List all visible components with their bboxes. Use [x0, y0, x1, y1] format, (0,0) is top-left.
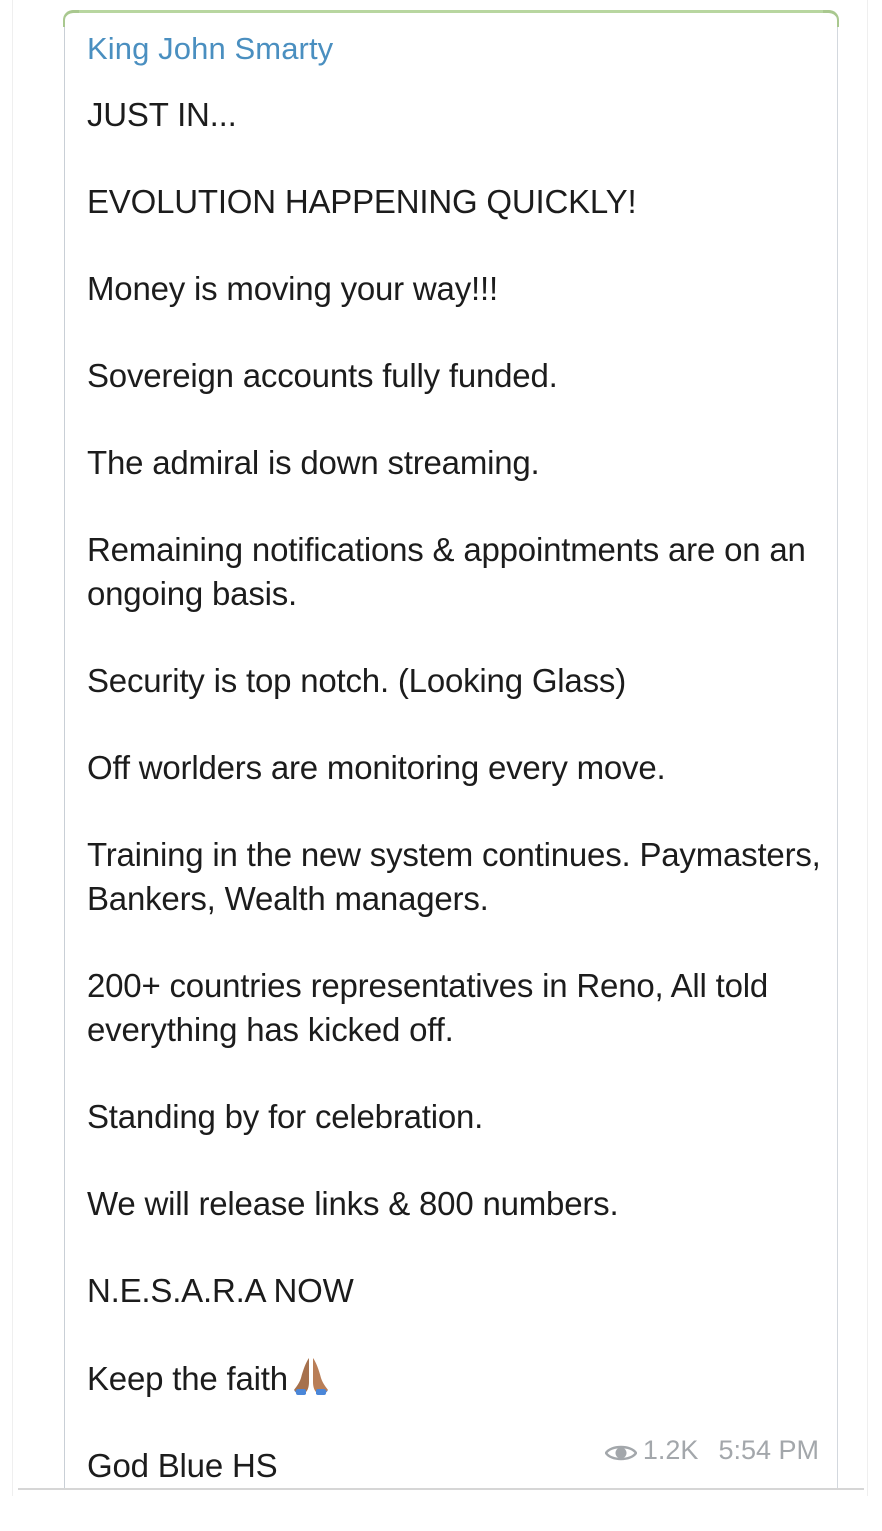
message-line: Standing by for celebration. [87, 1098, 484, 1135]
message-line: Off worlders are monitoring every move. [87, 749, 666, 786]
sender-name[interactable]: King John Smarty [87, 31, 334, 66]
view-count: 1.2K [642, 1435, 699, 1465]
bottom-divider [18, 1488, 864, 1490]
left-edge-line [12, 0, 13, 1496]
folded-hands-icon [292, 1356, 330, 1396]
message-line-with-emoji [87, 1356, 827, 1401]
message-meta [605, 1435, 819, 1466]
message-line: Sovereign accounts fully funded. [87, 357, 558, 394]
message-line: JUST IN... [87, 96, 237, 133]
message-bubble[interactable] [64, 10, 838, 1488]
message-time: 5:54 PM [718, 1435, 819, 1465]
message-line: Keep the faith [87, 1360, 288, 1397]
message-text [87, 93, 827, 1531]
message-line: Security is top notch. (Looking Glass) [87, 662, 626, 699]
message-line: Training in the new system continues. Paymasters, Bankers, Wealth managers. [87, 836, 821, 917]
message-line: Remaining notifications & appointments are on an ongoing basis. [87, 531, 806, 612]
message-line: God Blue HS [87, 1447, 278, 1484]
message-line: 200+ countries representatives in Reno, All told everything has kicked off. [87, 967, 769, 1048]
message-line: EVOLUTION HAPPENING QUICKLY! [87, 183, 637, 220]
message-line: Money is moving your way!!! [87, 270, 498, 307]
views-eye-icon [605, 1440, 637, 1462]
message-line: The admiral is down streaming. [87, 444, 540, 481]
message-line: N.E.S.A.R.A NOW [87, 1272, 354, 1309]
right-edge-line [867, 0, 868, 1496]
message-line: We will release links & 800 numbers. [87, 1185, 619, 1222]
